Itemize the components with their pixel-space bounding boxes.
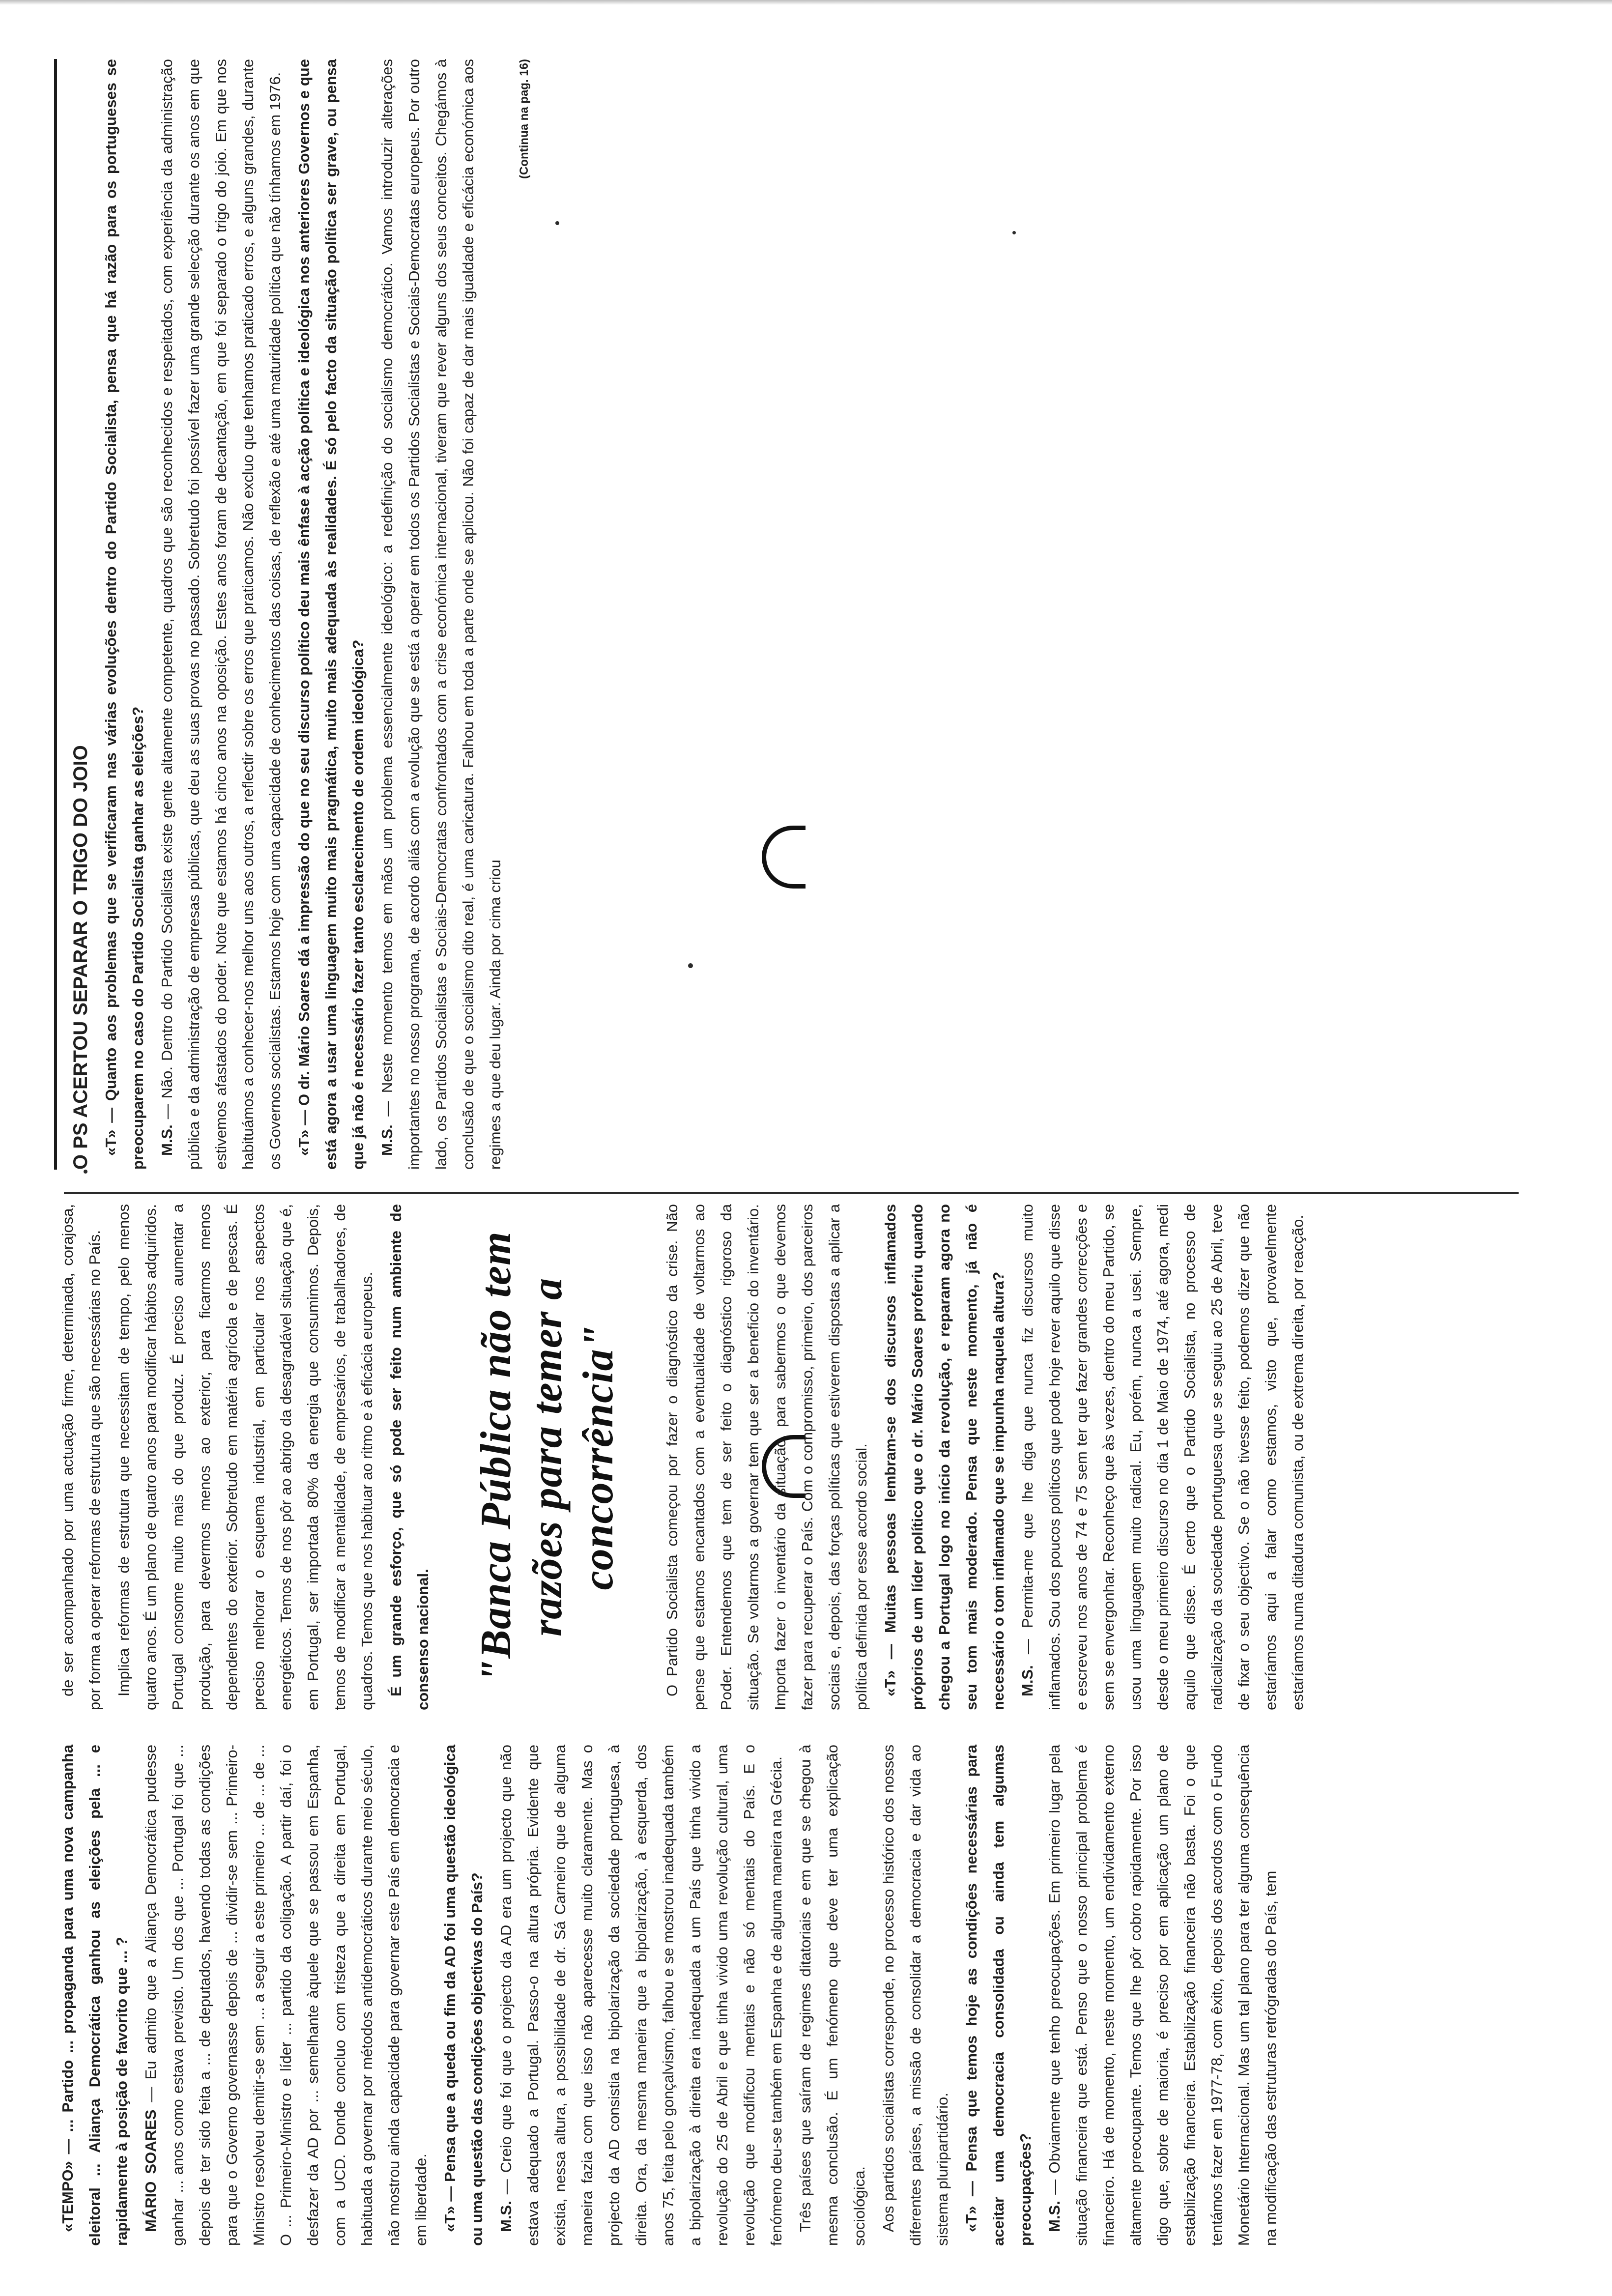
answer-paragraph xyxy=(1041,1745,1284,2246)
answer-paragraph xyxy=(153,59,288,1170)
column-divider xyxy=(64,1192,1519,1194)
article-headline: "Banca Pública não tem razões para temer a concorrência" xyxy=(472,1231,622,1683)
question-paragraph: «T» — Muitas pessoas lembram-se dos discursos inflamados próprios de um líder político que o dr. Mário Soares proferiu quando chegou a Portugal logo no início da revolução, e reparam agora no seu tom mais moderado. Pensa que neste momento, já não é necessário o tom inflamado que se impunha naquela altura? xyxy=(882,1204,1007,1710)
speaker-label: M.S. xyxy=(1019,1665,1036,1696)
question-paragraph: «T» — Pensa que a queda ou fim da AD foi uma questão ideológica ou uma questão das condições objectivas do País? xyxy=(441,1745,486,2246)
body-paragraph: Três países que saíram de regimes ditatoriais e em que se chegou à mesma conclusão. É um fenómeno que deve ter uma explicação sociológica. xyxy=(797,1745,868,2246)
rotated-newspaper-page xyxy=(54,54,1558,2246)
speaker-label: MÁRIO SOARES xyxy=(142,2109,159,2232)
article-column-2 xyxy=(54,1204,1528,1710)
article-column-3 xyxy=(54,59,1528,1170)
article-column-1 xyxy=(54,1745,1528,2246)
section-body xyxy=(97,59,540,1170)
answer-paragraph xyxy=(1014,1204,1311,1710)
answer-paragraph xyxy=(374,59,509,1170)
speaker-label: M.S. xyxy=(497,2201,515,2232)
question-paragraph: «TEMPO» — ... Partido ... propaganda para uma nova campanha eleitoral ... Aliança Democrática ganhou as eleições pela ... e rapidamente à posição de favorito que ... ? xyxy=(59,1745,130,2246)
speaker-label: M.S. xyxy=(158,1124,175,1156)
scan-edge xyxy=(0,0,1612,5)
question-paragraph: «T» — Quanto aos problemas que se verificaram nas várias evoluções dentro do Partido Socialista, pensa que há razão para os portugueses se preocuparem no caso do Partido Socialista ganhar as eleições? xyxy=(102,59,146,1170)
answer-text: — Eu admito que a Aliança Democrática pudesse ganhar ... anos como estava previsto. Um dos que ... Portugal foi que ... depois de ter sido feita a ... de deputados, havendo todas as condições para que o Governo governasse depois de ... dividir-se sem ... Primeiro-Ministro resolveu demitir-se sem ... a seguir a este primeiro ... de ... de ... O ... Primeiro-Ministro e líder ... partido da coligação. A partir daí, foi o desfazer da AD por ... semelhante àquele que se passou em Espanha, com a UCD. Donde concluo com tristeza que a direita em Portugal, habituada a governar por métodos antidemocráticos durante meio século, não mostrou ainda capacidade para governar este País em democracia e em liberdade. xyxy=(142,1745,430,2246)
body-paragraph: Aos partidos socialistas corresponde, no processo histórico dos nossos diferentes países, a missão de consolidar a democracia e dar vida ao sistema pluripartidário. xyxy=(880,1745,951,2246)
answer-text: — Creio que foi que o projecto da AD era um projecto que não estava adequado a Portugal. Passo-o na altura própria. Evidente que existia, nessa altura, a possibilidade de dr. Sá Carneiro que de alguma maneira fazia com que isso não aparecesse muito claramente. Mas o projecto da AD consistia na bipolarização da sociedade portuguesa, à direita. Ora, da mesma maneira que a bipolarização, à esquerda, dos anos 75, feita pelo gonçalvismo, falhou e se mostrou inadequada também a bipolarização à direita era inadequada a um País que tinha vivido a revolução do 25 de Abril e que tinha vivido uma revolução cultural, uma revolução que modificou mentais e não só mentais do País. E o fenómeno deu-se também em Espanha e de alguma maneira na Grécia. xyxy=(497,1745,785,2246)
answer-text: — Obviamente que tenho preocupações. Em primeiro lugar pela situação financeira que está. Penso que o nosso principal problema é financeiro. Há de momento, neste momento, um endividamento externo altamente preocupante. Temos que lhe pôr cobro rapidamente. Por isso digo que, sobre de maioria, é preciso por em aplicação um plano de estabilização financeira. Estabilização financeira não basta. Foi o que tentámos fazer em 1977-78, com êxito, depois dos acordos com o Fundo Monetário Internacional. Mas um tal plano para ter alguma consequência na modificação das estruturas retrógradas do País, tem xyxy=(1046,1745,1279,2246)
question-paragraph: «T» — Pensa que temos hoje as condições necessárias para aceitar uma democracia consolidada ou ainda tem algumas preocupações? xyxy=(963,1745,1034,2246)
body-paragraph: É um grande esforço, que só pode ser feito num ambiente de consenso nacional. xyxy=(387,1204,432,1710)
answer-paragraph xyxy=(492,1745,790,2246)
answer-text: — Não. Dentro do Partido Socialista existe gente altamente competente, quadros que são reconhecidos e respeitados, com experiência da administração pública e da administração de empresas públicas, que deu as suas provas no passado. Sobretudo foi possível fazer uma grande selecção durante os anos em que estivemos afastados do poder. Note que estamos há cinco anos na oposição. Estes anos foram de decantação, em que foi separado o trigo do joio. Em que nos habituámos a conhecer-nos melhor uns aos outros, a reflectir sobre os erros que praticamos. Não excluo que tenhamos praticado erros, e alguns grandes, durante os Governos socialistas. Estamos hoje com uma capacidade de conhecimentos das coisas, de reflexão e até uma maturidade política que não tínhamos em 1976. xyxy=(158,59,284,1170)
section-title: O PS ACERTOU SEPARAR O TRIGO DO JOIO xyxy=(70,745,91,1170)
section-rule xyxy=(54,59,57,1170)
answer-paragraph xyxy=(137,1745,434,2246)
headline-block xyxy=(471,1204,624,1710)
body-paragraph: de ser acompanhado por uma actuação firme, determinada, corajosa, por forma a operar reformas de estrutura que são necessárias no País. xyxy=(59,1204,103,1710)
body-paragraph: O Partido Socialista começou por fazer o diagnóstico da crise. Não pense que estamos encantados com a eventualidade de voltarmos ao Poder. Entendemos que tem de ser feito o diagnóstico rigoroso da situação. Se voltarmos a governar tem que ser a beneficio do inventário. Importa fazer o inventário da situação, para sabermos o que devemos fazer para recuperar o País. Com o compromisso, primeiro, dos parceiros sociais e, depois, das forças políticas que estiverem dispostas a aplicar a política definida por esse acordo social. xyxy=(663,1204,870,1710)
speaker-label: M.S. xyxy=(378,1124,396,1156)
question-paragraph: «T» — O dr. Mário Soares dá a impressão do que no seu discurso político deu mais ênfase à acção política e ideológica nos anteriores Governos e que está agora a usar uma linguagem muito mais pragmática, muito mais adequada às realidades. É só pelo facto da situação política ser grave, ou pensa que já não é necessário fazer tanto esclarecimento de ordem ideológica? xyxy=(295,59,367,1170)
continuation-note: (Continua na pag. 16) xyxy=(518,59,531,179)
answer-text: — Neste momento temos em mãos um problema essencialmente ideológico: a redefinição do socialismo democrático. Vamos introduzir alterações importantes no nosso programa, de acordo aliás com a evolução que se está a operar em todos os Partidos Socialistas e Sociais-Democratas europeus. Por outro lado, os Partidos Socialistas e Sociais-Democratas confrontados com a crise económica internacional, tiveram que rever alguns dos seus conceitos. Chegámos à conclusão de que o socialismo dito real, é uma caricatura. Falhou em toda a parte onde se aplicou. Não foi capaz de dar mais igualdade e eficácia económica aos regimes a que deu lugar. Ainda por cima criou xyxy=(378,59,504,1170)
body-paragraph: Implica reformas de estrutura que necessitam de tempo, pelo menos quatro anos. É um plano de quatro anos para modificar hábitos adquiridos. Portugal consome muito mais do que produz. É preciso aumentar a produção, para devermos menos ao exterior, para ficarmos menos dependentes do exterior. Sobretudo em matéria agrícola e de pescas. É preciso melhorar o esquema industrial, em particular nos aspectos energéticos. Temos de nos pôr ao abrigo da desagradável situação que é, em Portugal, ser importada 80% da energia que consumimos. Depois, temos de modificar a mentalidade, de empresários, de trabalhadores, de quadros. Temos que nos habituar ao ritmo e à eficácia europeus. xyxy=(115,1204,375,1710)
speaker-label: M.S. xyxy=(1046,2201,1063,2232)
answer-text: — Permita-me que lhe diga que nunca fiz discursos muito inflamados. Sou dos poucos políticos que pode hoje rever aquilo que disse e escreveu nos anos de 74 e 75 sem ter que fazer grandes correcções e sem se envergonhar. Reconheço que às vezes, dentro do meu Partido, se usou uma linguagem muito radical. Eu, porém, nunca a usei. Sempre, desde o meu primeiro discurso no dia 1 de Maio de 1974, até agora, medi aquilo que disse. É certo que o Partido Socialista, no processo de radicalização da sociedade portuguesa que se seguiu ao 25 de Abril, teve de fixar o seu objectivo. Se o não tivesse feito, podemos dizer que não estaríamos aqui a falar como estamos, visto que, provavelmente estaríamos numa ditadura comunista, ou de extrema direita, por reacção. xyxy=(1019,1204,1306,1710)
